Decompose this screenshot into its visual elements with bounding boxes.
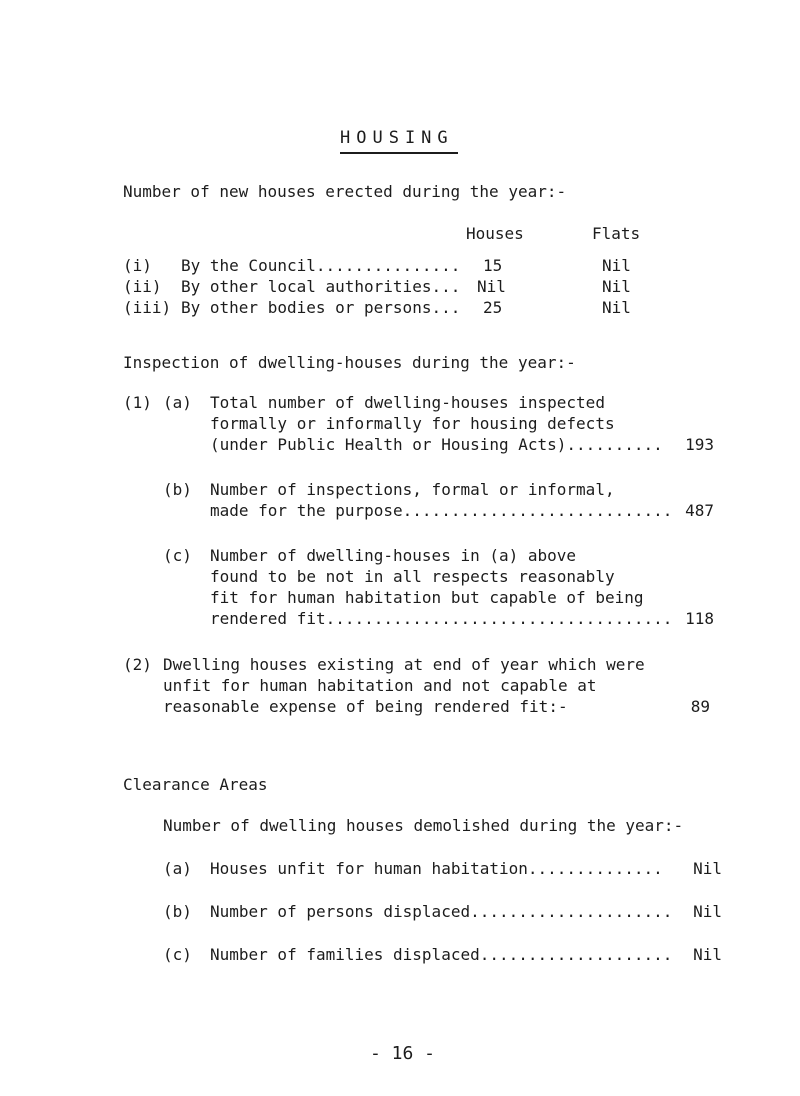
row-i-houses: 15: [483, 256, 503, 275]
row-ii-flats: Nil: [602, 277, 631, 296]
row-iii-label: By other bodies or persons...: [181, 298, 461, 317]
item-2-label: (2): [123, 655, 152, 674]
new-houses-heading: Number of new houses erected during the year:-: [123, 182, 567, 201]
item-b-line-1: Number of inspections, formal or informal,: [210, 480, 615, 499]
row-ii-num: (ii): [123, 277, 162, 296]
row-iii-num: (iii): [123, 298, 172, 317]
item-1-label: (1): [123, 393, 152, 412]
clearance-a-text: Houses unfit for human habitation..............: [210, 859, 663, 878]
row-ii-houses: Nil: [477, 277, 506, 296]
row-iii-flats: Nil: [602, 298, 631, 317]
item-2-line-1: Dwelling houses existing at end of year which were: [163, 655, 645, 674]
item-c-line-1: Number of dwelling-houses in (a) above: [210, 546, 577, 565]
item-a-line-3: (under Public Health or Housing Acts)..........: [210, 435, 663, 454]
clearance-c-label: (c): [163, 945, 192, 964]
item-b-value: 487: [685, 501, 714, 520]
inspection-heading: Inspection of dwelling-houses during the year:-: [123, 353, 576, 372]
clearance-c-value: Nil: [693, 945, 722, 964]
item-2-value: 89: [690, 697, 710, 716]
item-a-line-1: Total number of dwelling-houses inspected: [210, 393, 605, 412]
col-houses-header: Houses: [466, 224, 524, 243]
clearance-a-label: (a): [163, 859, 192, 878]
item-c-value: 118: [685, 609, 714, 628]
row-ii-label: By other local authorities...: [181, 277, 461, 296]
clearance-b-label: (b): [163, 902, 192, 921]
clearance-heading: Clearance Areas: [123, 775, 268, 794]
page-number: - 16 -: [370, 1043, 436, 1064]
item-b-line-2: made for the purpose............................: [210, 501, 673, 520]
page-title: HOUSING: [340, 128, 454, 148]
row-iii-houses: 25: [483, 298, 503, 317]
item-a-value: 193: [685, 435, 714, 454]
row-i-flats: Nil: [602, 256, 631, 275]
item-a-line-2: formally or informally for housing defects: [210, 414, 615, 433]
clearance-c-text: Number of families displaced....................: [210, 945, 673, 964]
item-2-line-3: reasonable expense of being rendered fit:-: [163, 697, 568, 716]
row-i-label: By the Council...............: [181, 256, 461, 275]
item-2-line-2: unfit for human habitation and not capable at: [163, 676, 597, 695]
item-a-label: (a): [163, 393, 192, 412]
item-c-line-4: rendered fit....................................: [210, 609, 673, 628]
clearance-subheading: Number of dwelling houses demolished during the year:-: [163, 816, 684, 835]
item-c-label: (c): [163, 546, 192, 565]
item-b-label: (b): [163, 480, 192, 499]
clearance-b-value: Nil: [693, 902, 722, 921]
title-underline: [340, 152, 458, 154]
clearance-b-text: Number of persons displaced.....................: [210, 902, 673, 921]
clearance-a-value: Nil: [693, 859, 722, 878]
item-c-line-3: fit for human habitation but capable of being: [210, 588, 644, 607]
item-c-line-2: found to be not in all respects reasonably: [210, 567, 615, 586]
col-flats-header: Flats: [592, 224, 641, 243]
row-i-num: (i): [123, 256, 152, 275]
